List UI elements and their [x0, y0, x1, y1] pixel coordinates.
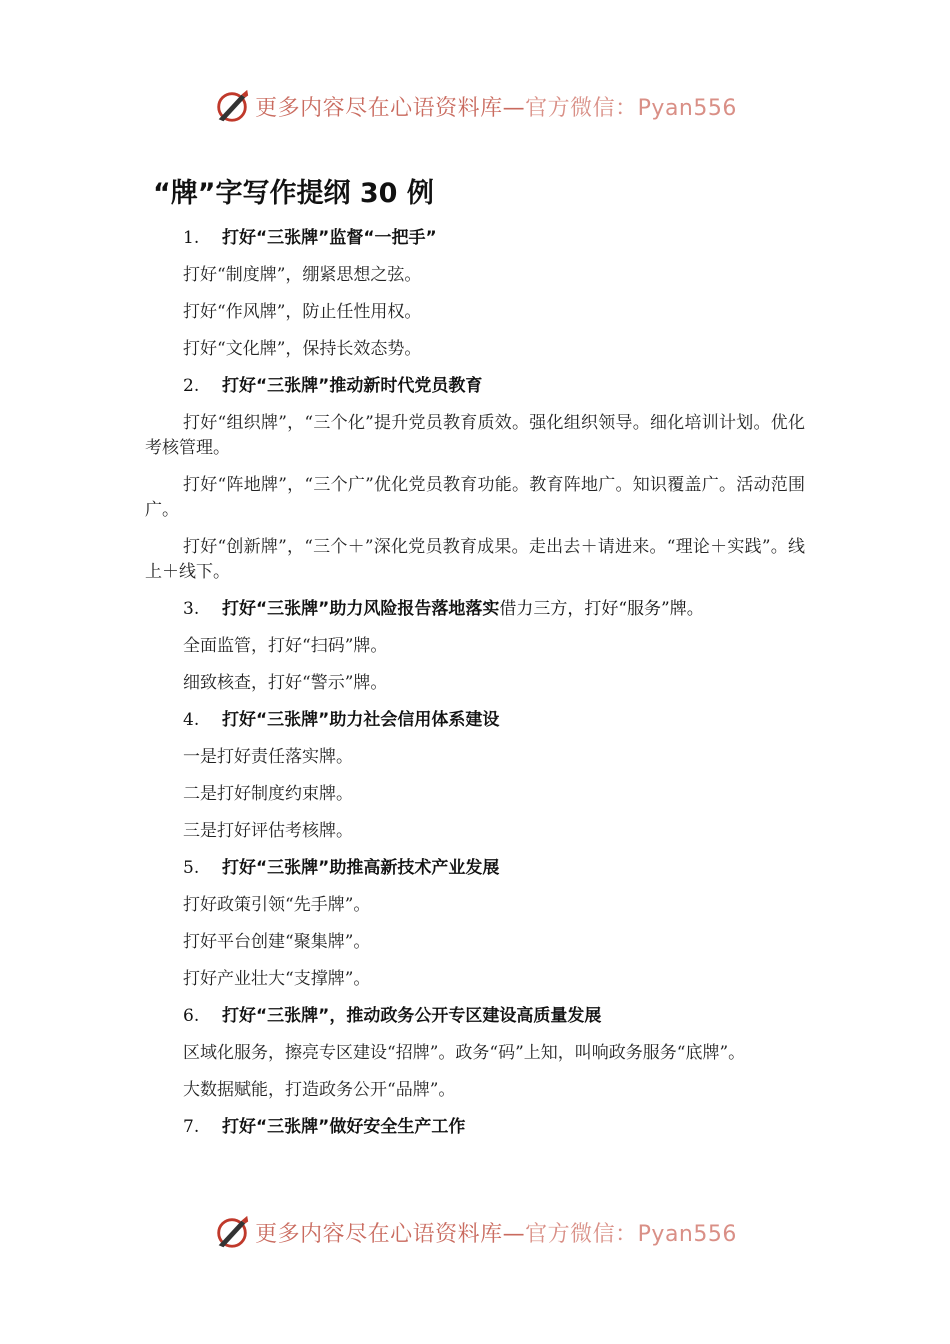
header-banner	[0, 84, 950, 128]
section-heading	[145, 856, 805, 881]
document-body	[145, 172, 805, 1152]
section-heading-text: 打好“三张牌”做好安全生产工作	[222, 1117, 466, 1137]
section-heading-text: 打好“三张牌”监督“一把手”	[222, 228, 437, 248]
section-heading	[145, 597, 805, 622]
paragraph: 打好“创新牌”，“三个＋”深化党员教育成果。走出去＋请进来。“理论＋实践”。线上＋线下。	[145, 537, 805, 582]
section-heading	[145, 708, 805, 733]
paragraph: 打好“作风牌”，防止任性用权。	[183, 302, 422, 322]
paragraph: 打好“阵地牌”，“三个广”优化党员教育功能。教育阵地广。知识覆盖广。活动范围广。	[145, 475, 805, 520]
paragraph: 打好“制度牌”，绷紧思想之弦。	[183, 265, 422, 285]
section-heading	[145, 1004, 805, 1029]
sections	[145, 226, 805, 1140]
paragraph: 打好“文化牌”，保持长效态势。	[183, 339, 422, 359]
paragraph: 打好产业壮大“支撑牌”。	[183, 969, 371, 989]
footer-banner	[0, 1210, 950, 1254]
paragraph: 打好平台创建“聚集牌”。	[183, 932, 371, 952]
section-number: 1.	[183, 228, 200, 248]
section-heading-text: 打好“三张牌”推动新时代党员教育	[222, 376, 483, 396]
paragraph: 一是打好责任落实牌。	[183, 747, 353, 767]
banner-text: 更多内容尽在心语资料库—官方微信：Pyan556	[255, 1221, 737, 1247]
paragraph: 打好“组织牌”，“三个化”提升党员教育质效。强化组织领导。细化培训计划。优化考核管理。	[145, 413, 805, 458]
pen-circle-logo-icon	[213, 87, 251, 125]
section-number: 2.	[183, 376, 200, 396]
section-number: 3.	[183, 599, 200, 619]
paragraph: 打好政策引领“先手牌”。	[183, 895, 371, 915]
section-number: 7.	[183, 1117, 200, 1137]
paragraph: 细致核查，打好“警示”牌。	[183, 673, 388, 693]
section-heading-text: 打好“三张牌”助推高新技术产业发展	[222, 858, 500, 878]
section-number: 5.	[183, 858, 200, 878]
section-heading-text: 打好“三张牌”助力风险报告落地落实	[222, 599, 500, 619]
paragraph: 大数据赋能，打造政务公开“品牌”。	[183, 1080, 456, 1100]
paragraph: 二是打好制度约束牌。	[183, 784, 353, 804]
section-heading-text: 打好“三张牌”助力社会信用体系建设	[222, 710, 500, 730]
section-heading	[145, 1115, 805, 1140]
section-number: 4.	[183, 710, 200, 730]
section-heading-tail: 借力三方，打好“服务”牌。	[499, 599, 704, 619]
banner-text: 更多内容尽在心语资料库—官方微信：Pyan556	[255, 95, 737, 121]
document-title: “牌”字写作提纲 30 例	[153, 178, 434, 209]
section-number: 6.	[183, 1006, 200, 1026]
section-heading	[145, 226, 805, 251]
paragraph: 区域化服务，擦亮专区建设“招牌”。政务“码”上知，叫响政务服务“底牌”。	[183, 1043, 746, 1063]
section-heading	[145, 374, 805, 399]
paragraph: 全面监管，打好“扫码”牌。	[183, 636, 388, 656]
section-heading-text: 打好“三张牌”，推动政务公开专区建设高质量发展	[222, 1006, 602, 1026]
paragraph: 三是打好评估考核牌。	[183, 821, 353, 841]
pen-circle-logo-icon	[213, 1213, 251, 1251]
